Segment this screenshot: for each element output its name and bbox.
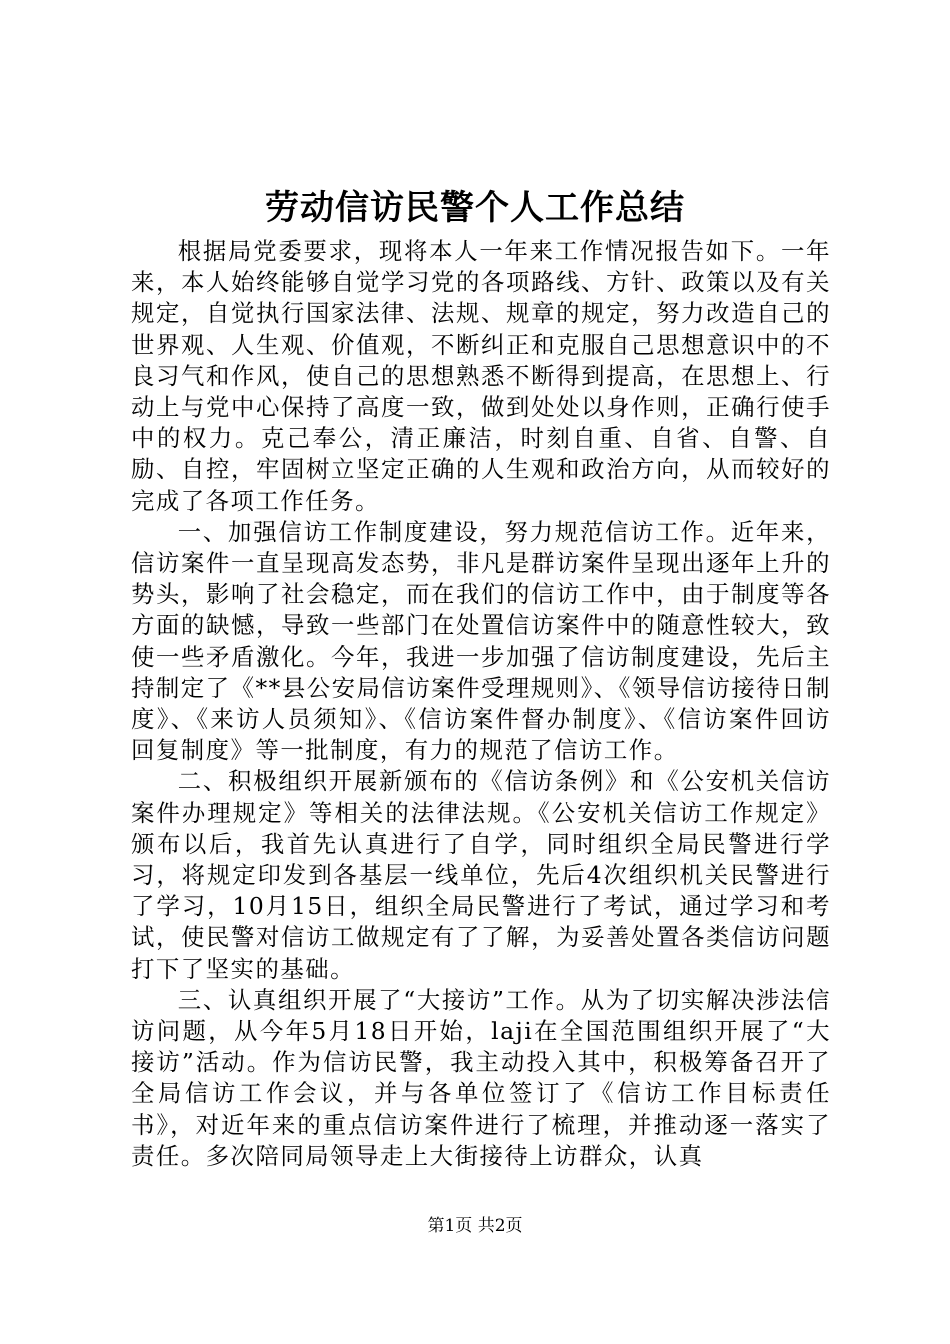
- page-number-footer: 第1页 共2页: [427, 1216, 523, 1236]
- paragraph-section-1: 一、加强信访工作制度建设，努力规范信访工作。近年来，信访案件一直呈现高发态势，非凡是群访案件呈现出逐年上升的势头，影响了社会稳定，而在我们的信访工作中，由于制度等各方面的缺憾，导致一些部门在处置信访案件中的随意性较大，致使一些矛盾激化。今年，我进一步加强了信访制度建设，先后主持制定了《**县公安局信访案件受理规则》、《领导信访接待日制度》、《来访人员须知》、《信访案件督办制度》、《信访案件回访回复制度》等一批制度，有力的规范了信访工作。: [131, 517, 831, 765]
- document-title: 劳动信访民警个人工作总结: [265, 188, 685, 228]
- document-body: [131, 236, 831, 1172]
- paragraph-section-3: 三、认真组织开展了“大接访”工作。从为了切实解决涉法信访问题，从今年5月18日开始，laji在全国范围组织开展了“大接访”活动。作为信访民警，我主动投入其中，积极筹备召开了全局信访工作会议，并与各单位签订了《信访工作目标责任书》，对近年来的重点信访案件进行了梳理，并推动逐一落实了责任。多次陪同局领导走上大街接待上访群众，认真: [131, 985, 831, 1170]
- paragraph-intro: 根据局党委要求，现将本人一年来工作情况报告如下。一年来，本人始终能够自觉学习党的各项路线、方针、政策以及有关规定，自觉执行国家法律、法规、规章的规定，努力改造自己的世界观、人生观、价值观，不断纠正和克服自己思想意识中的不良习气和作风，使自己的思想熟悉不断得到提高，在思想上、行动上与党中心保持了高度一致，做到处处以身作则，正确行使手中的权力。克己奉公，清正廉洁，时刻自重、自省、自警、自励、自控，牢固树立坚定正确的人生观和政治方向，从而较好的完成了各项工作任务。: [131, 237, 831, 515]
- paragraph-section-2: 二、积极组织开展新颁布的《信访条例》和《公安机关信访案件办理规定》等相关的法律法规。《公安机关信访工作规定》颁布以后，我首先认真进行了自学，同时组织全局民警进行学习，将规定印发到各基层一线单位，先后4次组织机关民警进行了学习，10月15日，组织全局民警进行了考试，通过学习和考试，使民警对信访工做规定有了了解，为妥善处置各类信访问题打下了坚实的基础。: [131, 767, 831, 983]
